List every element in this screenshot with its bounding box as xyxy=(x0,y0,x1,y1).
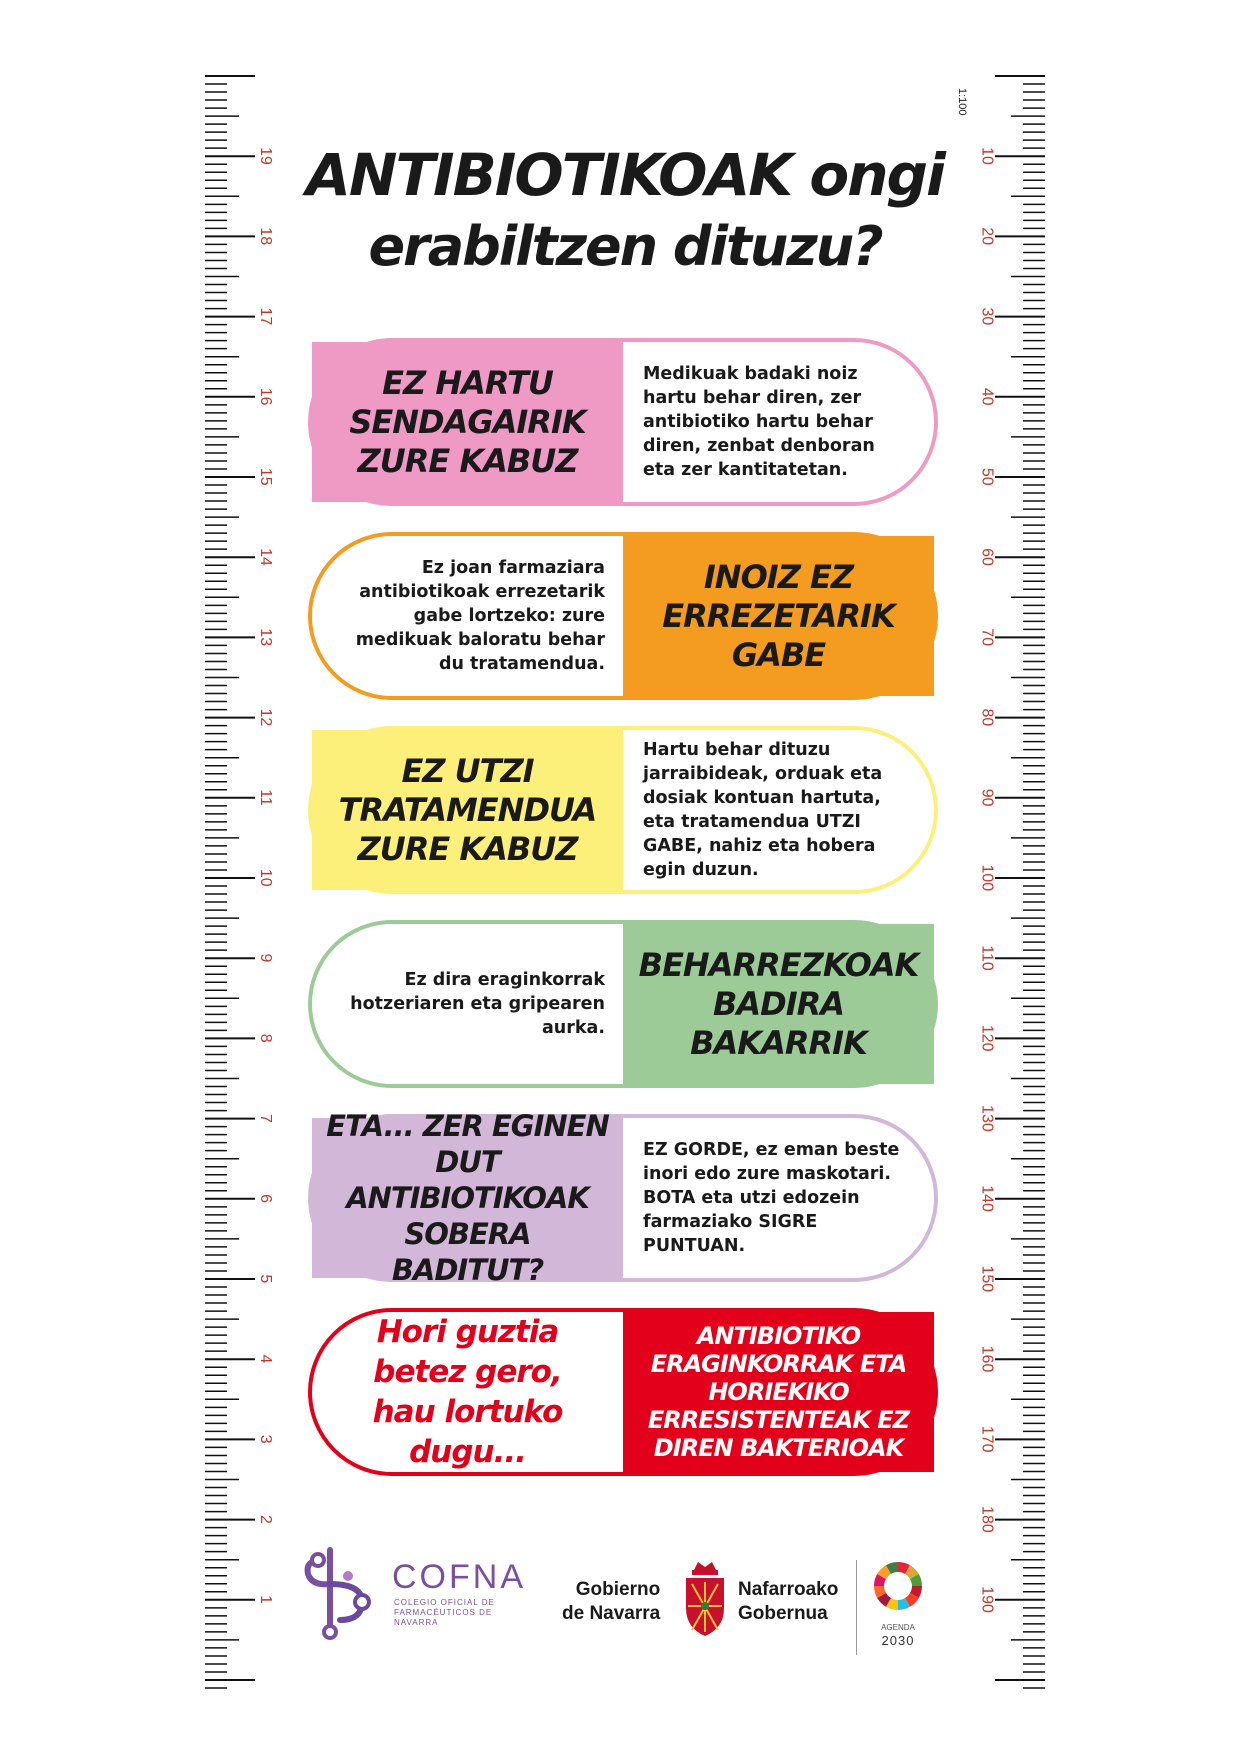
pill-6-heading: ANTIBIOTIKO ERAGINKORRAK ETA HORIEKIKO ERRESISTENTEAK EZ DIREN BAKTERIOAK xyxy=(623,1312,934,1472)
ruler-number: 3 xyxy=(257,1434,274,1444)
pill-1-text: Medikuak badaki noiz hartu behar diren, zer antibiotiko hartu behar diren, zenbat denboran eta zer kantitatetan. xyxy=(643,364,875,480)
ruler-number: 7 xyxy=(257,1113,274,1123)
ruler-number: 10 xyxy=(257,868,274,887)
ruler-number: 180 xyxy=(978,1506,996,1533)
ruler-number: 6 xyxy=(257,1194,274,1204)
agenda-year: 2030 xyxy=(881,1633,915,1648)
pill-no-self-medication xyxy=(308,338,938,506)
ruler-number: 10 xyxy=(978,147,996,165)
ruler-number: 40 xyxy=(978,387,996,406)
pill-2-text: Ez joan farmaziara antibiotikoak errezetarik gabe lortzeko: zure medikuak baloratu behar du tratamendua. xyxy=(355,558,605,674)
pill-dont-stop-treatment xyxy=(308,726,938,894)
ruler-number: 9 xyxy=(257,953,274,963)
title-line-1: ANTIBIOTIKOAK ongi xyxy=(306,141,944,209)
pill-4-text: Ez dira eraginkorrak hotzeriaren eta gripearen aurka. xyxy=(350,970,605,1038)
ruler-number: 13 xyxy=(257,628,274,647)
ruler-number: 100 xyxy=(978,864,996,892)
ruler-number: 4 xyxy=(257,1354,274,1364)
ruler-number: 20 xyxy=(978,227,996,246)
pill-1-heading: EZ HARTU SENDAGAIRIK ZURE KABUZ xyxy=(312,342,623,502)
pill-2-heading: INOIZ EZ ERREZETARIK GABE xyxy=(623,536,934,696)
cofna-subtitle: COLEGIO OFICIAL DE FARMACÉUTICOS DE NAVARRA xyxy=(394,1598,495,1627)
title-line-2: erabiltzen dituzu? xyxy=(368,215,882,278)
ruler-number: 130 xyxy=(978,1105,996,1132)
gobierno-line-2: de Navarra xyxy=(562,1603,661,1624)
ruler-number: 16 xyxy=(257,387,274,406)
scale-label: 1:100 xyxy=(956,88,968,116)
pill-3-text: Hartu behar dituzu jarraibideak, orduak eta dosiak kontuan hartuta, eta tratamendua UTZI GABE, nahiz eta hobera egin duzun. xyxy=(643,740,883,880)
ruler-number: 30 xyxy=(978,307,996,326)
nafarroako-gobernua-text xyxy=(738,1578,838,1626)
ruler-number: 60 xyxy=(978,548,996,566)
ruler-number: 160 xyxy=(978,1345,996,1373)
pill-6-text: Hori guztia betez gero, hau lortuko dugu... xyxy=(372,1314,563,1470)
nafarroako-line-2: Gobernua xyxy=(738,1603,828,1624)
ruler-number: 18 xyxy=(257,227,274,246)
footer-logos xyxy=(300,1540,940,1660)
ruler-number: 8 xyxy=(257,1033,274,1043)
ruler-number: 110 xyxy=(978,945,996,971)
ruler-number: 140 xyxy=(978,1185,996,1212)
pill-5-heading: ETA... ZER EGINEN DUT ANTIBIOTIKOAK SOBERA BADITUT? xyxy=(312,1118,623,1278)
gobierno-navarra-text xyxy=(562,1578,660,1626)
ruler-number: 90 xyxy=(978,788,996,807)
ruler-number: 11 xyxy=(257,789,274,806)
ruler-number: 2 xyxy=(257,1514,274,1524)
page-title xyxy=(280,140,970,282)
pill-only-when-needed xyxy=(308,920,938,1088)
cofna-logo-icon xyxy=(300,1540,390,1640)
ruler-number: 1 xyxy=(257,1595,274,1605)
logo-divider xyxy=(856,1560,857,1655)
right-ruler xyxy=(978,76,1045,1691)
cofna-name: COFNA xyxy=(392,1558,526,1596)
left-ruler xyxy=(205,76,274,1691)
pill-goal xyxy=(308,1308,938,1476)
gobierno-line-1: Gobierno xyxy=(575,1579,661,1600)
pill-3-heading: EZ UTZI TRATAMENDUA ZURE KABUZ xyxy=(312,730,623,890)
pill-never-without-prescription xyxy=(308,532,938,700)
ruler-number: 19 xyxy=(257,147,274,165)
ruler-number: 12 xyxy=(257,708,274,727)
agenda-label: AGENDA xyxy=(881,1623,915,1632)
ruler-number: 15 xyxy=(257,467,274,486)
ruler-number: 150 xyxy=(978,1265,996,1293)
pill-5-text: EZ GORDE, ez eman beste inori edo zure maskotari. BOTA eta utzi edozein farmaziako SIGRE PUNTUAN. xyxy=(643,1140,900,1256)
ruler-number: 190 xyxy=(978,1586,996,1613)
ruler-number: 17 xyxy=(257,307,274,326)
pill-leftover-antibiotics xyxy=(308,1109,938,1287)
nafarroako-line-1: Nafarroako xyxy=(738,1579,839,1600)
navarra-shield-icon xyxy=(680,1560,730,1640)
agenda-2030-wheel-icon xyxy=(872,1560,924,1612)
ruler-number: 170 xyxy=(978,1425,996,1453)
ruler-number: 14 xyxy=(257,548,274,566)
ruler-number: 70 xyxy=(978,628,996,647)
ruler-number: 120 xyxy=(978,1024,996,1052)
pill-4-heading: BEHARREZKOAK BADIRA BAKARRIK xyxy=(623,924,934,1084)
ruler-number: 80 xyxy=(978,708,996,727)
ruler-number: 50 xyxy=(978,467,996,486)
ruler-number: 5 xyxy=(257,1274,274,1284)
